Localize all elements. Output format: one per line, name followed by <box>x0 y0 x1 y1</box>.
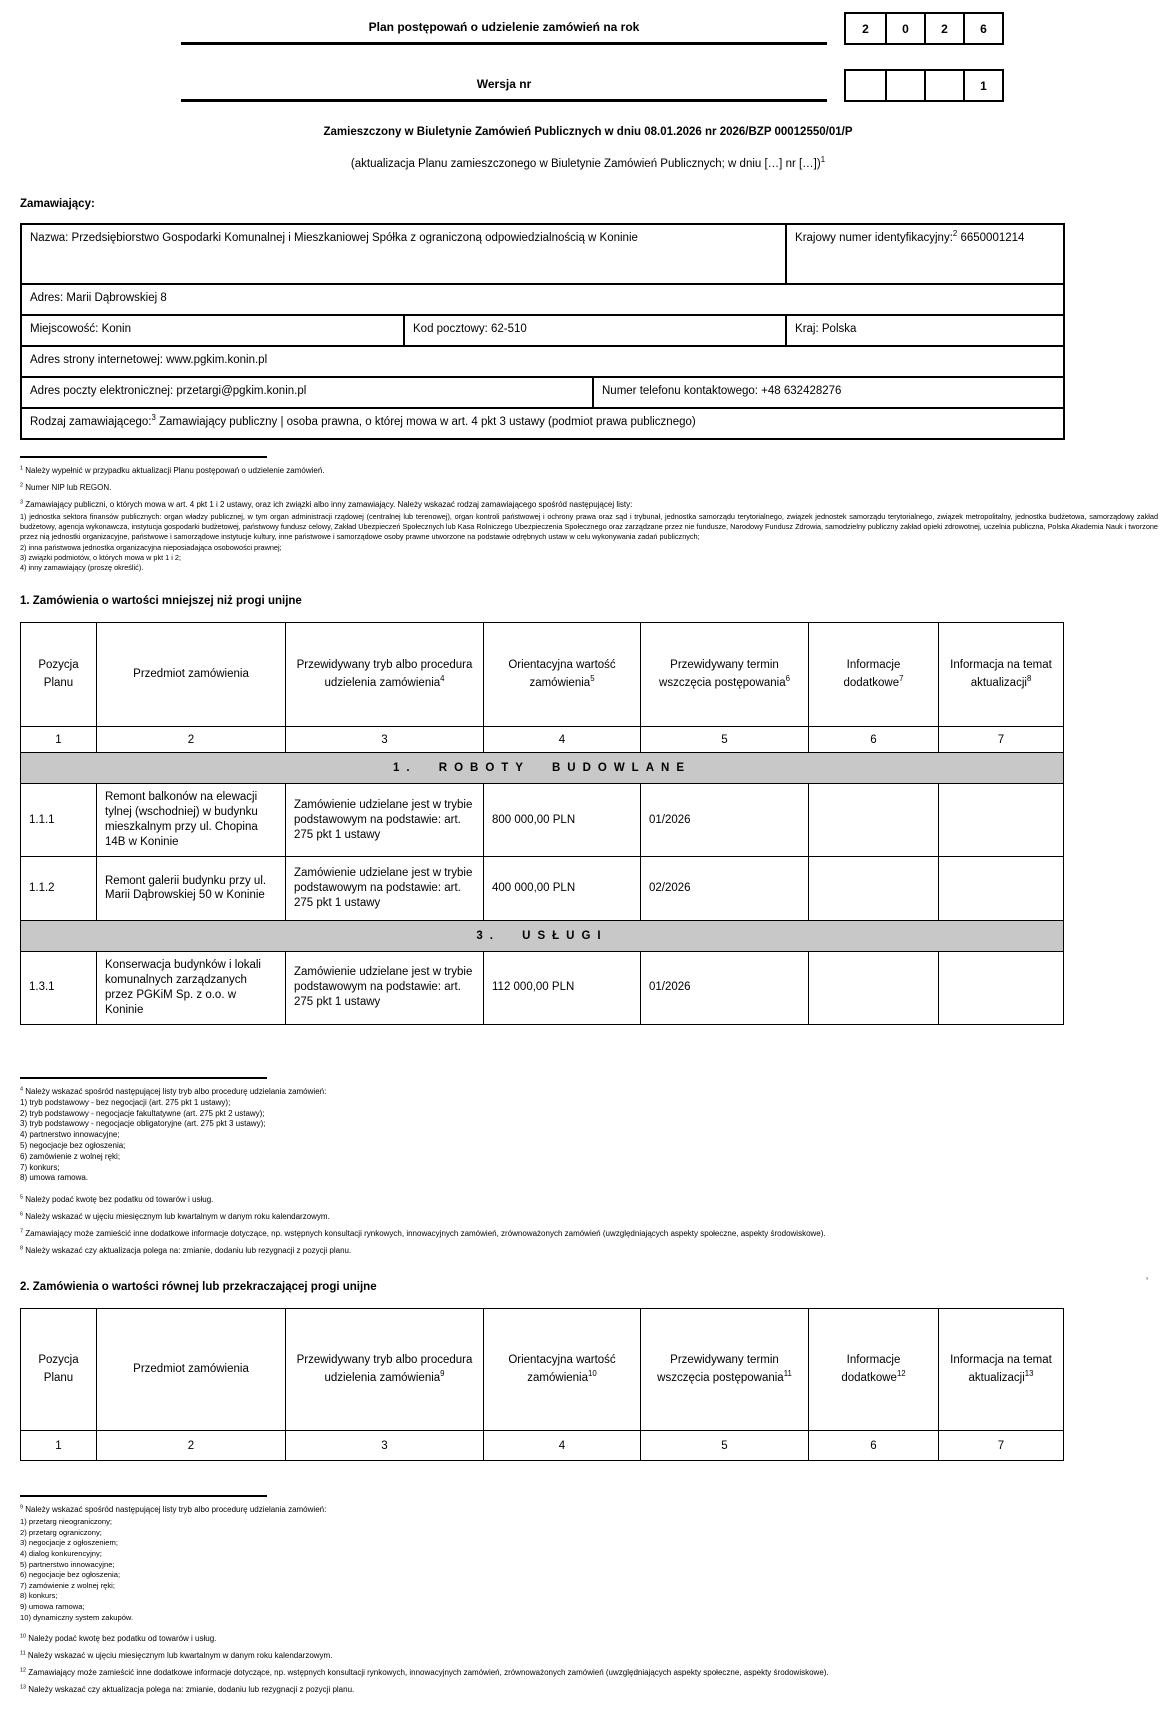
footnote-ref-3: 3 <box>151 413 156 423</box>
footnote-ref-2: 2 <box>952 229 958 239</box>
footnote-4-item: 5) negocjacje bez ogłoszenia; <box>20 1140 126 1150</box>
footnote-9-item: 1) przetarg nieograniczony; <box>20 1517 113 1527</box>
footnote-5: $^5$ Należy podać kwotę bez podatku od towarów i usług. <box>20 1194 214 1205</box>
year-boxes <box>844 12 1004 45</box>
row-update-info <box>939 951 1064 1024</box>
version-digit-box <box>924 71 963 100</box>
footnote-9-item: 3) negocjacje z ogłoszeniem; <box>20 1538 118 1548</box>
header-row <box>21 623 1064 727</box>
buyer-website-row <box>21 346 1064 377</box>
footnote-3-item: 1) jednostka sektora finansów publicznych: organ władzy publicznej, w tym organ administracji rządowej (centralnej lub terenowej), organ kontroli państwowej i ochrony prawa oraz sąd i trybunał, jednostka samorządu terytorialnego, związek jednostek samorządu terytorialnego, związek metropolitalny, jednostka budżetowa, samorządowy zakład budżetowy, agencja wykonawcza, instytucja gospodarki budżetowej, państwowy fundusz celowy, Zakład Ubezpieczeń Społecznych lub Kasa Rolniczego Ubezpieczenia Społecznego oraz zarządzane przez nie fundusze, Narodowy Fundusz Zdrowia, samodzielny publiczny zakład opieki zdrowotnej, uczelnia publiczna, Polska Akademia Nauk i tworzone przez nią jednostki organizacyjne, państwowe i samorządowe instytucje kultury, inne państwowe i samorządowe osoby prawne utworzone na podstawie odrębnych ustaw w celu wykonywania zadań publicznych; <box>20 512 1158 542</box>
row-subject: Konserwacja budynków i lokali komunalnych zarządzanych przez PGKiM Sp. z o.o. w Koninie <box>97 951 286 1024</box>
row-procedure: Zamówienie udzielane jest w trybie podstawowym na podstawie: art. 275 pkt 1 ustawy <box>286 951 484 1024</box>
buyer-type-row <box>21 408 1064 439</box>
footnote-9-item: 4) dialog konkurencyjny; <box>20 1548 102 1558</box>
footnote-4-item: 3) tryb podstawowy - negocjacje obligatoryjne (art. 275 pkt 3 ustawy); <box>20 1119 266 1129</box>
footnote-4: $^4$ Należy wskazać spośród następującej listy tryb albo procedurę udzielania zamówień: <box>20 1086 327 1096</box>
footnote-3-list <box>20 512 1158 573</box>
table-row <box>21 951 1064 1024</box>
buyer-city-cell: Miejscowość: Konin <box>21 315 404 346</box>
footnote-rule <box>20 456 267 458</box>
row-term: 02/2026 <box>641 856 809 920</box>
column-header-procedure: Przewidywany tryb albo procedura udzielenia zamówienia$^4$ <box>286 623 484 727</box>
version-digit-box <box>846 71 885 100</box>
row-value: 400 000,00 PLN <box>484 856 641 920</box>
column-header-additional-info: Informacje dodatkowe$^{12}$ <box>809 1309 939 1431</box>
row-update-info <box>939 856 1064 920</box>
year-digit-box: 2 <box>924 14 963 43</box>
column-number-row: 1 2 3 4 5 6 7 <box>21 727 1064 753</box>
buyer-city-row <box>21 315 1064 346</box>
plan-table-above-eu-thresholds <box>20 1308 1064 1461</box>
footnote-12: $^{12}$ Zamawiający może zamieścić inne dodatkowe informacje dotyczące, np. wstępnych konsultacji rynkowych, innowacyjnych zamówień, zrównoważonych zamówień (uwzględniających aspekty społeczne, aspekty środowiskowe). <box>20 1667 829 1678</box>
column-header-procedure: Przewidywany tryb albo procedura udzielenia zamówienia$^9$ <box>286 1309 484 1431</box>
buyer-postal-cell: Kod pocztowy: 62-510 <box>404 315 786 346</box>
version-digit-box <box>885 71 924 100</box>
footnote-4-list <box>20 1098 1176 1184</box>
buyer-address-row <box>21 284 1064 315</box>
row-position: 1.3.1 <box>21 951 97 1024</box>
footnote-3: $^3$ Zamawiający publiczni, o których mowa w art. 4 pkt 1 i 2 ustawy, oraz ich związki albo inny zamawiający. Należy wskazać rodzaj zamawiającego spośród następującej listy: <box>20 499 633 509</box>
row-position: 1.1.1 <box>21 784 97 857</box>
category-banner-construction-works: 1. ROBOTY BUDOWLANE <box>21 753 1064 784</box>
footnote-3-item: 2) inna państwowa jednostka organizacyjna nieposiadająca osobowości prawnej; <box>20 542 282 552</box>
footnote-11: $^{11}$ Należy wskazać w ujęciu miesięcznym lub kwartalnym w danym roku kalendarzowym. <box>20 1650 333 1661</box>
version-row <box>181 69 1176 102</box>
footnote-9-item: 10) dynamiczny system zakupów. <box>20 1612 134 1622</box>
header-row <box>21 1309 1064 1431</box>
column-header-additional-info: Informacje dodatkowe$^7$ <box>809 623 939 727</box>
row-term: 01/2026 <box>641 951 809 1024</box>
row-value: 800 000,00 PLN <box>484 784 641 857</box>
buyer-national-id-cell: Krajowy numer identyfikacyjny:$^2$ 6650001214 <box>786 224 1064 284</box>
category-banner-services: 3. USŁUGI <box>21 920 1064 951</box>
table-row <box>21 856 1064 920</box>
footnote-4-item: 6) zamówienie z wolnej ręki; <box>20 1151 121 1161</box>
footnote-9-list <box>20 1517 1158 1623</box>
row-additional-info <box>809 951 939 1024</box>
column-header-position: Pozycja Planu <box>21 623 97 727</box>
plan-table-below-eu-thresholds <box>20 622 1064 1025</box>
year-digit-box: 6 <box>963 14 1002 43</box>
row-procedure: Zamówienie udzielane jest w trybie podstawowym na podstawie: art. 275 pkt 1 ustawy <box>286 784 484 857</box>
footnote-9-item: 6) negocjacje bez ogłoszenia; <box>20 1570 121 1580</box>
version-boxes <box>844 69 1004 102</box>
version-label: Wersja nr <box>181 69 827 102</box>
column-header-value: Orientacyjna wartość zamówienia$^5$ <box>484 623 641 727</box>
footnote-9-item: 9) umowa ramowa; <box>20 1602 85 1612</box>
stray-mark: ’ <box>1146 1276 1148 1286</box>
footnote-9-item: 2) przetarg ograniczony; <box>20 1527 102 1537</box>
buyer-website-cell: Adres strony internetowej: www.pgkim.konin.pl <box>21 346 1064 377</box>
row-position: 1.1.2 <box>21 856 97 920</box>
row-subject: Remont balkonów na elewacji tylnej (wschodniej) w budynku mieszkalnym przy ul. Chopina 14B w Koninie <box>97 784 286 857</box>
buyer-address-cell: Adres: Marii Dąbrowskiej 8 <box>21 284 1064 315</box>
row-value: 112 000,00 PLN <box>484 951 641 1024</box>
footnote-4-item: 8) umowa ramowa. <box>20 1173 89 1183</box>
footnote-3-item: 3) związki podmiotów, o których mowa w pkt 1 i 2; <box>20 552 181 562</box>
footnote-6: $^6$ Należy wskazać w ujęciu miesięcznym lub kwartalnym w danym roku kalendarzowym. <box>20 1211 330 1222</box>
column-header-position: Pozycja Planu <box>21 1309 97 1431</box>
buyer-country-cell: Kraj: Polska <box>786 315 1064 346</box>
buyer-contact-row <box>21 377 1064 408</box>
section-1-heading: 1. Zamówienia o wartości mniejszej niż progi unijne <box>20 595 302 608</box>
footnote-3-item: 4) inny zamawiający (proszę określić). <box>20 563 144 573</box>
footnote-rule <box>20 1077 267 1079</box>
version-digit-box: 1 <box>963 71 1002 100</box>
footnote-ref-1: 1 <box>820 155 826 165</box>
footnote-9-item: 5) partnerstwo innowacyjne; <box>20 1559 115 1569</box>
year-digit-box: 0 <box>885 14 924 43</box>
plan-title: Plan postępowań o udzielenie zamówień na rok <box>181 12 827 45</box>
footnote-1: $^1$ Należy wypełnić w przypadku aktualizacji Planu postępowań o udzielenie zamówień. <box>20 465 325 475</box>
buyer-heading: Zamawiający: <box>20 198 95 210</box>
footnote-2: $^2$ Numer NIP lub REGON. <box>20 482 112 492</box>
buyer-email-cell: Adres poczty elektronicznej: przetargi@pgkim.konin.pl <box>21 377 593 408</box>
buyer-info-table <box>20 223 1065 440</box>
row-subject: Remont galerii budynku przy ul. Marii Dąbrowskiej 50 w Koninie <box>97 856 286 920</box>
update-line: (aktualizacja Planu zamieszczonego w Biuletynie Zamówień Publicznych; w dniu […] nr […])$^1$ <box>350 155 826 170</box>
section-2-heading: 2. Zamówienia o wartości równej lub przekraczającej progi unijne <box>20 1281 377 1294</box>
footnote-9-item: 7) zamówienie z wolnej ręki; <box>20 1580 115 1590</box>
row-additional-info <box>809 856 939 920</box>
buyer-name-row <box>21 224 1064 284</box>
plan-year-row <box>181 12 1176 45</box>
table-row <box>21 784 1064 857</box>
footnote-8: $^8$ Należy wskazać czy aktualizacja polega na: zmianie, dodaniu lub rezygnacji z pozycji planu. <box>20 1245 352 1256</box>
column-header-term: Przewidywany termin wszczęcia postępowania$^{11}$ <box>641 1309 809 1431</box>
column-header-subject: Przedmiot zamówienia <box>97 623 286 727</box>
column-header-update-info: Informacja na temat aktualizacji$^{13}$ <box>939 1309 1064 1431</box>
row-additional-info <box>809 784 939 857</box>
year-digit-box: 2 <box>862 21 869 36</box>
column-header-update-info: Informacja na temat aktualizacji$^8$ <box>939 623 1064 727</box>
row-procedure: Zamówienie udzielane jest w trybie podstawowym na podstawie: art. 275 pkt 1 ustawy <box>286 856 484 920</box>
footnote-9-item: 8) konkurs; <box>20 1591 58 1601</box>
footnote-13: $^{13}$ Należy wskazać czy aktualizacja polega na: zmianie, dodaniu lub rezygnacji z pozycji planu. <box>20 1684 355 1695</box>
footnote-4-item: 1) tryb podstawowy - bez negocjacji (art. 275 pkt 1 ustawy); <box>20 1097 231 1107</box>
row-term: 01/2026 <box>641 784 809 857</box>
column-header-term: Przewidywany termin wszczęcia postępowania$^6$ <box>641 623 809 727</box>
published-line: Zamieszczony w Biuletynie Zamówień Publicznych w dniu 08.01.2026 nr 2026/BZP 00012550/01/P <box>323 126 853 138</box>
column-number-row: 1 2 3 4 5 6 7 <box>21 1431 1064 1461</box>
footnote-4-item: 2) tryb podstawowy - negocjacje fakultatywne (art. 275 pkt 2 ustawy); <box>20 1108 265 1118</box>
column-header-subject: Przedmiot zamówienia <box>97 1309 286 1431</box>
footnote-9: $^9$ Należy wskazać spośród następującej listy tryb albo procedurę udzielania zamówień: <box>20 1504 327 1515</box>
footnote-4-item: 7) konkurs; <box>20 1162 60 1172</box>
buyer-phone-cell: Numer telefonu kontaktowego: +48 632428276 <box>593 377 1064 408</box>
row-update-info <box>939 784 1064 857</box>
footnote-10: $^{10}$ Należy podać kwotę bez podatku od towarów i usług. <box>20 1633 217 1644</box>
buyer-type-cell: Rodzaj zamawiającego:$^3$ Zamawiający publiczny | osoba prawna, o której mowa w art. 4 pkt 3 ustawy (podmiot prawa publicznego) <box>21 408 1064 439</box>
buyer-name-cell: Nazwa: Przedsiębiorstwo Gospodarki Komunalnej i Mieszkaniowej Spółka z ograniczoną odpowiedzialnością w Koninie <box>21 224 786 284</box>
footnote-rule <box>20 1495 267 1497</box>
footnote-4-item: 4) partnerstwo innowacyjne; <box>20 1130 120 1140</box>
footnote-7: $^7$ Zamawiający może zamieścić inne dodatkowe informacje dotyczące, np. wstępnych konsultacji rynkowych, innowacyjnych zamówień, zrównoważonych zamówień (uwzględniających aspekty społeczne, aspekty środowiskowe). <box>20 1228 826 1239</box>
column-header-value: Orientacyjna wartość zamówienia$^{10}$ <box>484 1309 641 1431</box>
